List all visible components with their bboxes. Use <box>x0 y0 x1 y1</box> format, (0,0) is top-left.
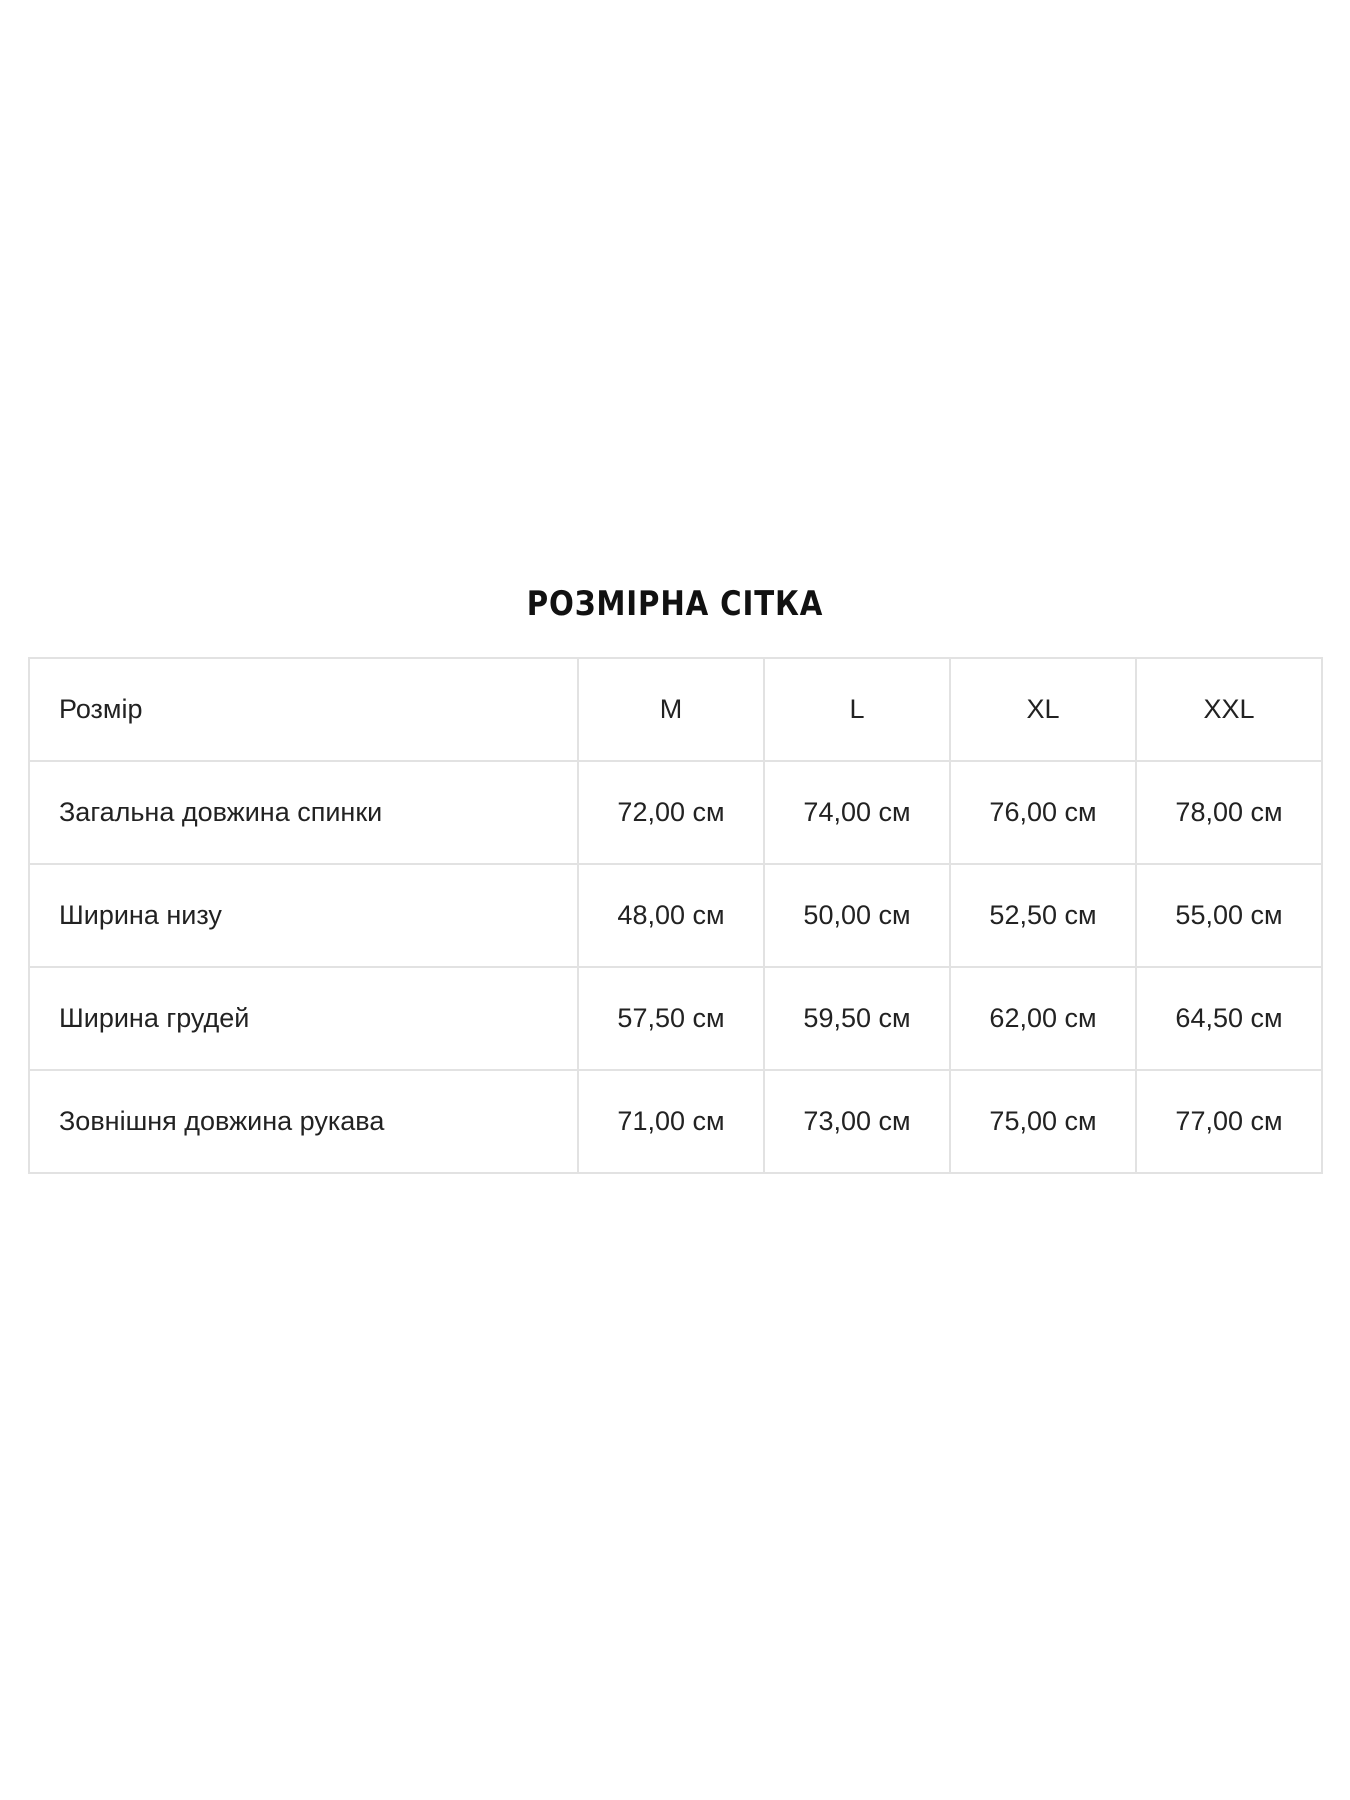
header-cell-xxl: XXL <box>1136 658 1322 761</box>
table-row <box>29 967 1322 1070</box>
header-cell-size: Розмір <box>29 658 578 761</box>
table-cell: 72,00 см <box>578 761 764 864</box>
table-cell: 75,00 см <box>950 1070 1136 1173</box>
table-cell: 57,50 см <box>578 967 764 1070</box>
row-label: Ширина грудей <box>29 967 578 1070</box>
table-cell: 52,50 см <box>950 864 1136 967</box>
table-cell: 48,00 см <box>578 864 764 967</box>
table-cell: 71,00 см <box>578 1070 764 1173</box>
table-row <box>29 864 1322 967</box>
table-cell: 59,50 см <box>764 967 950 1070</box>
header-cell-xl: XL <box>950 658 1136 761</box>
row-label: Зовнішня довжина рукава <box>29 1070 578 1173</box>
table-row <box>29 1070 1322 1173</box>
table-cell: 50,00 см <box>764 864 950 967</box>
table-row <box>29 761 1322 864</box>
header-cell-m: M <box>578 658 764 761</box>
table-cell: 64,50 см <box>1136 967 1322 1070</box>
table-cell: 62,00 см <box>950 967 1136 1070</box>
size-chart-table <box>28 657 1323 1174</box>
row-label: Загальна довжина спинки <box>29 761 578 864</box>
header-cell-l: L <box>764 658 950 761</box>
table-cell: 74,00 см <box>764 761 950 864</box>
table-cell: 78,00 см <box>1136 761 1322 864</box>
page-title: РОЗМІРНА СІТКА <box>526 584 824 624</box>
table-cell: 55,00 см <box>1136 864 1322 967</box>
table-cell: 73,00 см <box>764 1070 950 1173</box>
table-header-row <box>29 658 1322 761</box>
table-cell: 77,00 см <box>1136 1070 1322 1173</box>
table-cell: 76,00 см <box>950 761 1136 864</box>
row-label: Ширина низу <box>29 864 578 967</box>
